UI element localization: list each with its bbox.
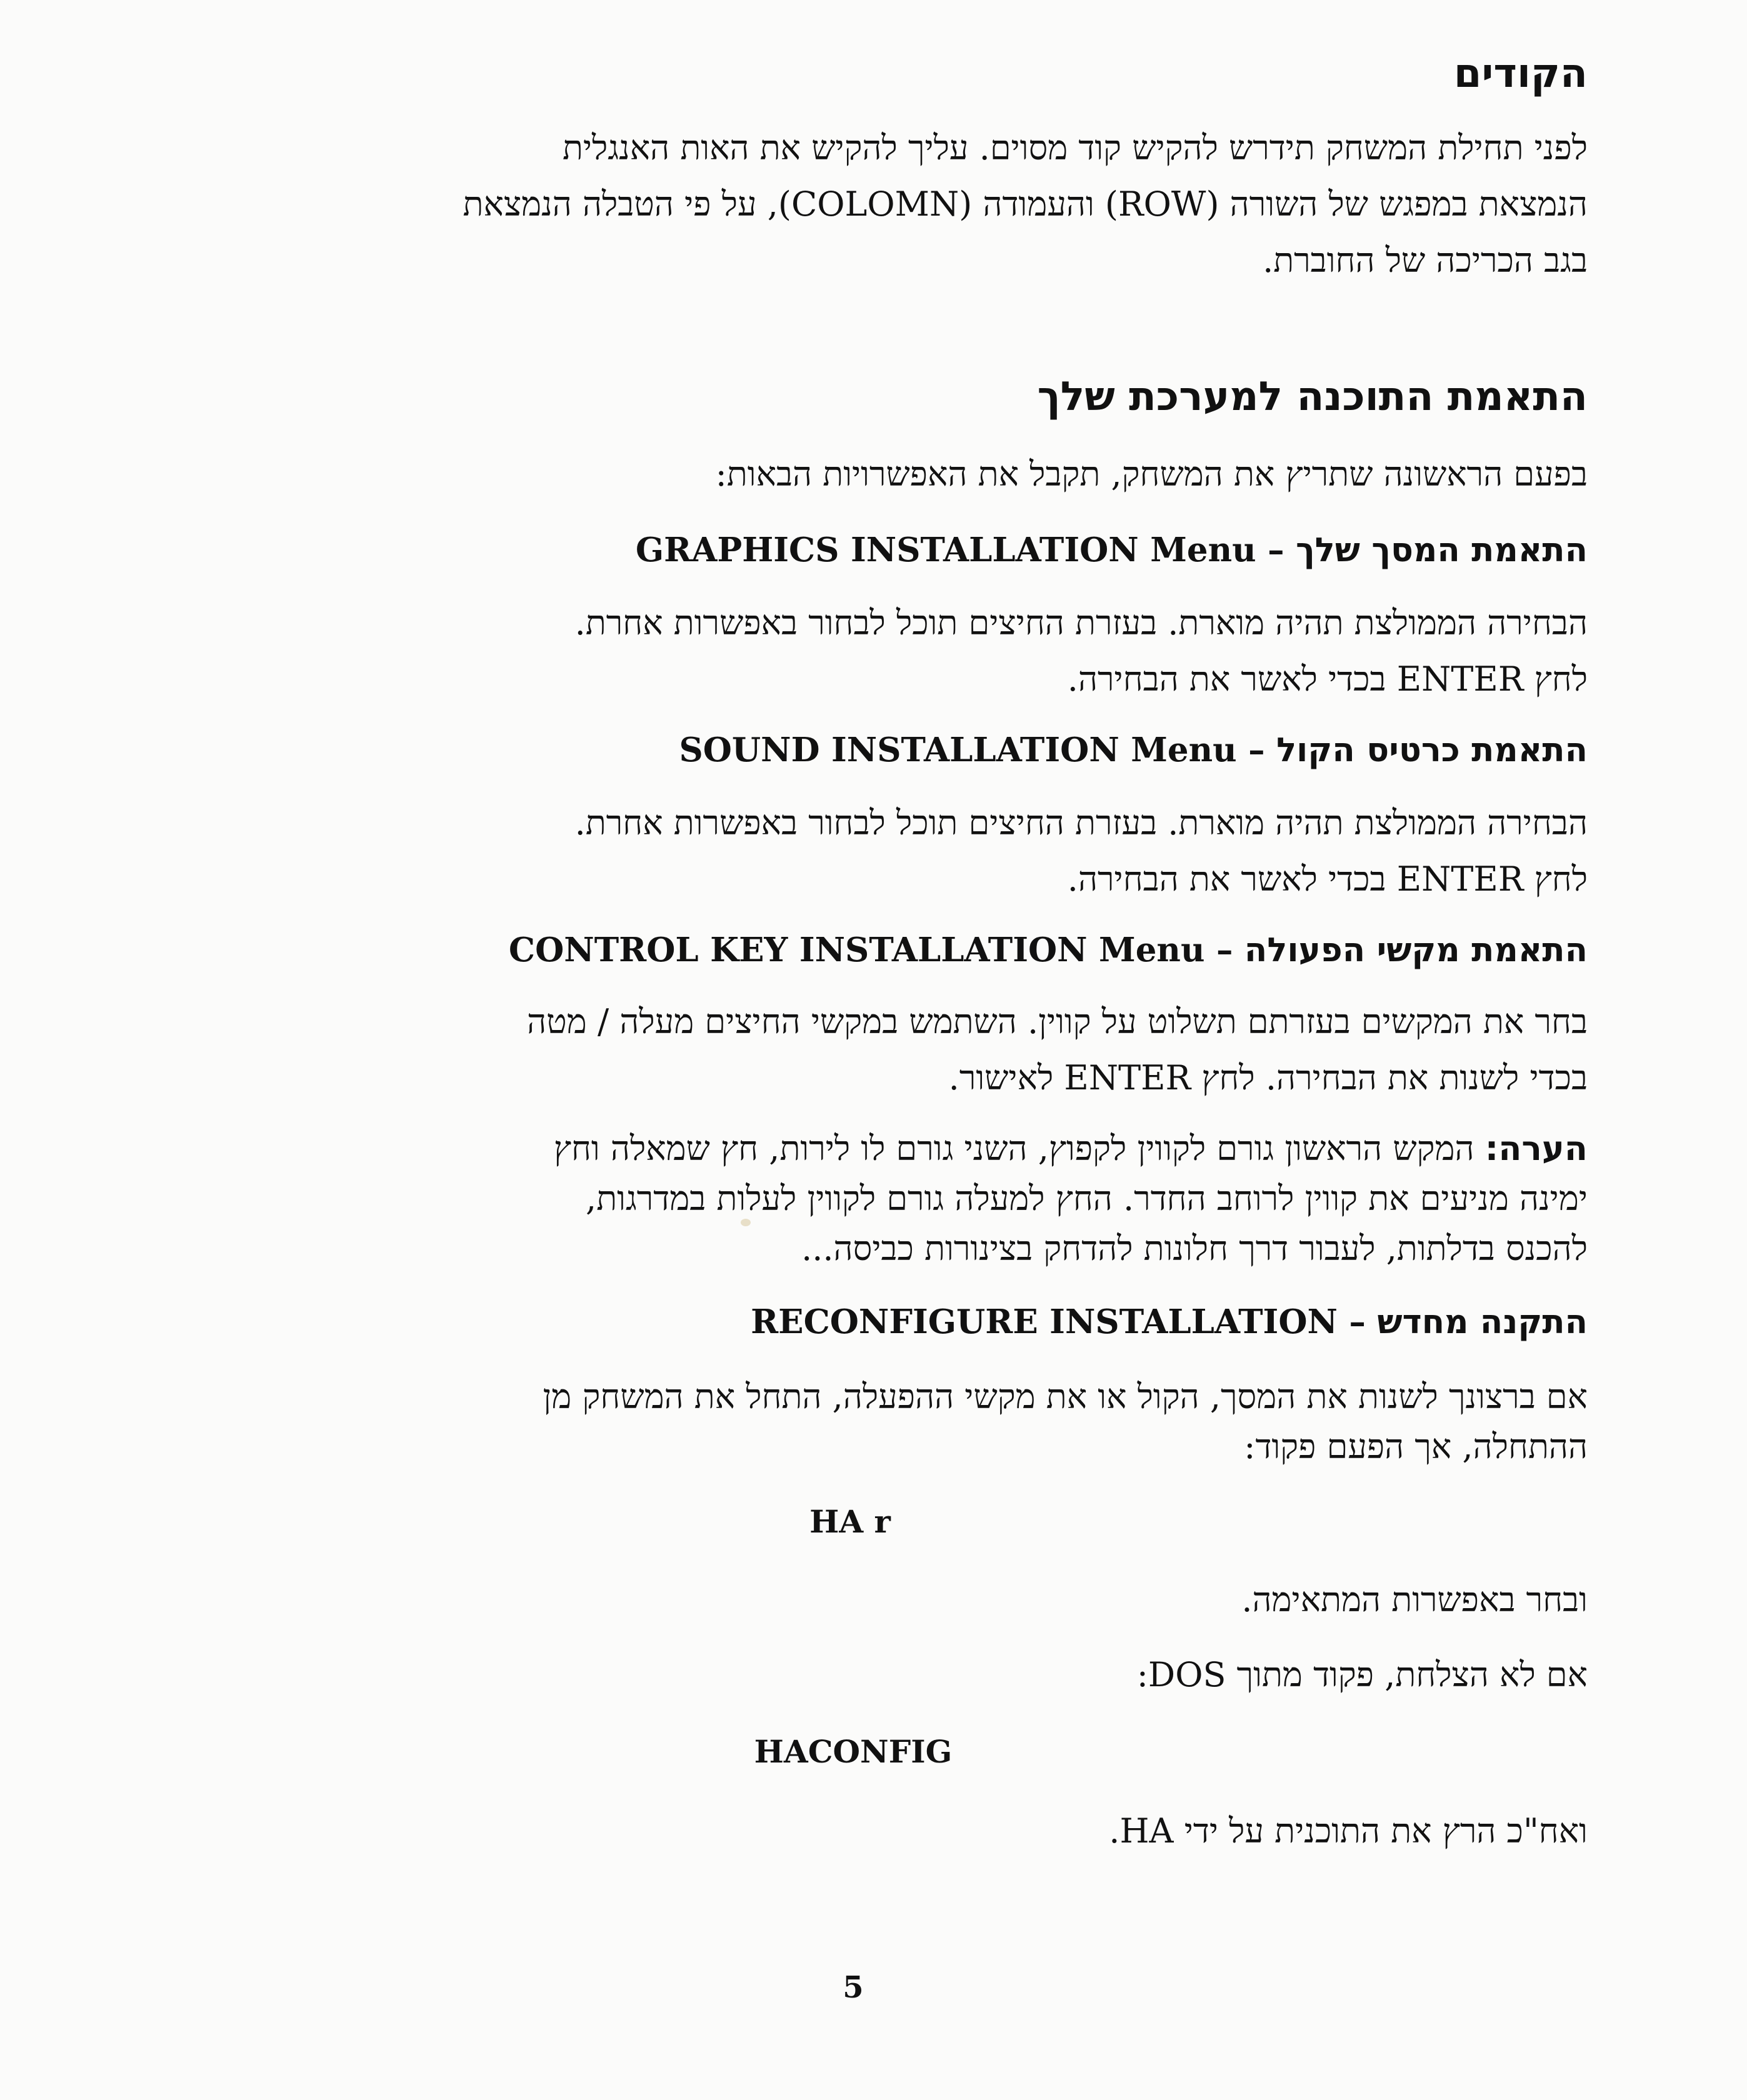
paper-speck — [741, 1219, 751, 1226]
reconfigure-line-1: אם ברצונך לשנות את המסך, הקול או את מקשי ההפעלה, התחל את המשחק מן — [543, 1377, 1588, 1416]
note-line-3: להכנס בדלתות, לעבור דרך חלונות להדחק בצינורות כביסה... — [801, 1229, 1588, 1268]
graphics-line-2: לחץ ENTER בכדי לאשר את הבחירה. — [1067, 659, 1588, 699]
choose-option-line: ובחר באפשרות המתאימה. — [1241, 1580, 1588, 1619]
dos-line: אם לא הצלחת, פקוד מתוך DOS: — [1136, 1655, 1588, 1694]
reconfigure-line-2: ההתחלה, אך הפעם פקוד: — [1244, 1427, 1588, 1466]
sound-menu-separator: – — [1236, 731, 1277, 769]
graphics-menu-heading — [94, 525, 1588, 576]
control-menu-heading — [94, 925, 1588, 976]
sound-menu-title-he: התאמת כרטיס הקול — [1276, 731, 1588, 769]
sound-paragraph — [94, 795, 1588, 908]
command-ha-r: HA r — [809, 1503, 891, 1540]
control-menu-title-he: התאמת מקשי הפעולה — [1244, 931, 1588, 969]
note-label: הערה: — [1484, 1129, 1588, 1168]
control-line-1: בחר את המקשים בעזרתם תשלוט על קווין. השתמש במקשי החיצים מעלה / מטה — [527, 1002, 1588, 1041]
note-line-2: ימינה מניעים את קווין לרוחב החדר. החץ למעלה גורם לקווין לעלות במדרגות, — [586, 1179, 1588, 1218]
note-paragraph — [94, 1124, 1588, 1274]
codes-line-1: לפני תחילת המשחק תידרש להקיש קוד מסוים. עליך להקיש את האות האנגלית — [562, 128, 1588, 168]
sound-menu-title-en: SOUND INSTALLATION Menu — [679, 731, 1237, 769]
run-program-line: ואח"כ הרץ את התוכנית על ידי HA. — [1109, 1811, 1588, 1851]
control-menu-title-en: CONTROL KEY INSTALLATION Menu — [508, 931, 1205, 969]
graphics-menu-title-he: התאמת המסך שלך — [1296, 531, 1588, 569]
installation-intro: בפעם הראשונה שתריץ את המשחק, תקבל את האפשרויות הבאות: — [715, 454, 1588, 494]
sound-line-2: לחץ ENTER בכדי לאשר את הבחירה. — [1067, 859, 1588, 899]
reconfigure-separator: – — [1337, 1302, 1378, 1341]
control-menu-separator: – — [1204, 931, 1244, 969]
graphics-line-1: הבחירה הממולצת תהיה מוארת. בעזרת החיצים תוכל לבחור באפשרות אחרת. — [574, 603, 1588, 642]
sound-line-1: הבחירה הממולצת תהיה מוארת. בעזרת החיצים תוכל לבחור באפשרות אחרת. — [574, 803, 1588, 842]
graphics-menu-title-en: GRAPHICS INSTALLATION Menu — [635, 531, 1256, 569]
installation-heading: התאמת התוכנה למערכת שלך — [1037, 374, 1588, 420]
control-paragraph — [94, 994, 1588, 1106]
reconfigure-title-he: התקנה מחדש — [1377, 1303, 1588, 1341]
codes-paragraph — [94, 120, 1588, 289]
reconfigure-paragraph — [94, 1372, 1588, 1472]
note-line-1 — [94, 1124, 1588, 1174]
command-haconfig: HACONFIG — [754, 1733, 953, 1770]
reconfigure-heading — [94, 1297, 1588, 1348]
note-line-1-text: המקש הראשון גורם לקווין לקפוץ, השני גורם לו לירות, חץ שמאלה וחץ — [553, 1129, 1485, 1168]
graphics-menu-separator: – — [1256, 531, 1296, 569]
reconfigure-title-en: RECONFIGURE INSTALLATION — [751, 1302, 1338, 1341]
codes-line-3: בגב הכריכה של החוברת. — [1263, 241, 1588, 280]
page-number: 5 — [843, 1970, 864, 2005]
codes-line-2: הנמצאת במפגש של השורה (ROW) והעמודה (COLOMN), על פי הטבלה הנמצאת — [463, 184, 1588, 224]
graphics-paragraph — [94, 595, 1588, 708]
codes-heading: הקודים — [1453, 51, 1588, 97]
control-line-2: בכדי לשנות את הבחירה. לחץ ENTER לאישור. — [948, 1058, 1588, 1098]
sound-menu-heading — [94, 725, 1588, 776]
